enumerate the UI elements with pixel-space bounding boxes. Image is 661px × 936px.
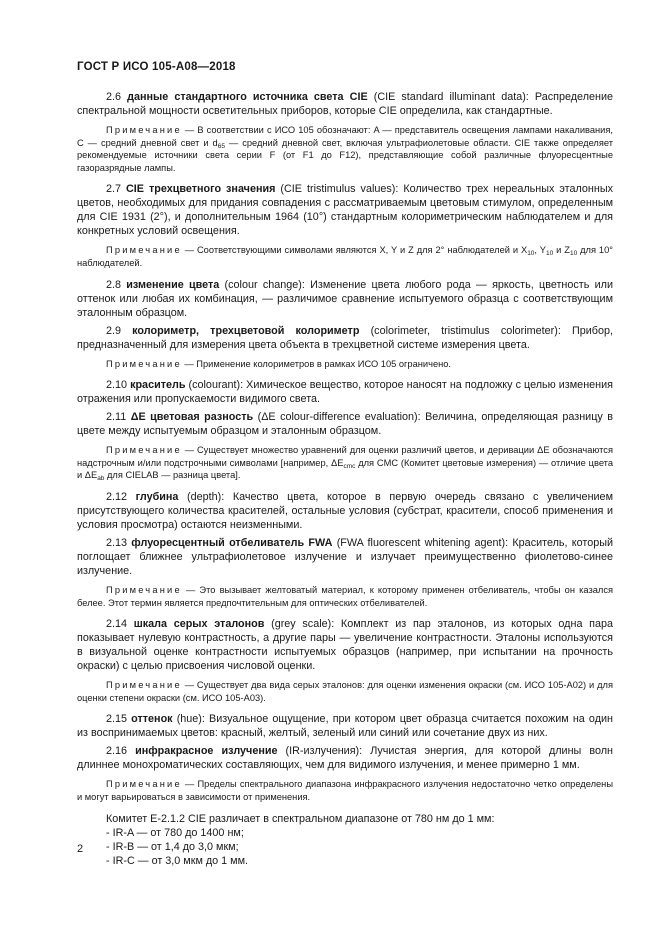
note-text: — Существует два вида серых эталонов: для оценки изменения окраски (см. ИСО 105-А02) и для оценки степени окраски (см. ИСО 105-А03). (77, 680, 613, 703)
definition-2-12 (77, 490, 613, 532)
note-text: — Существует множество уравнений для оценки различий цветов, и деривации ΔE обозначаются надстрочным и/или подстрочными символами [например, ΔE (77, 445, 613, 468)
ir-range-item: - IR-C — от 3,0 мкм до 1 мм. (106, 854, 249, 867)
clause-number: 2.9 (106, 324, 122, 337)
definition-2-6 (77, 90, 613, 118)
definition-2-7 (77, 182, 613, 238)
note-2-13 (77, 584, 613, 609)
subscript: 10 (569, 250, 578, 258)
note-text: — Пределы спектрального диапазона инфракрасного излучения недостаточно четко определены и могут варьироваться в зависимости от применения. (77, 779, 613, 802)
note-2-9 (77, 358, 613, 371)
clause-number: 2.8 (106, 278, 122, 291)
definition-2-10 (77, 378, 613, 406)
subscript: ab (97, 475, 105, 483)
note-text: — средний дневной свет, включая ультрафиолетовые области. CIE также определяет рекомендуемые источники света серии F (от F1 до F12), представляющие собой различные флуоресцентные газоразрядные лампы. (77, 137, 614, 173)
term: ΔE цветовая разность (130, 411, 254, 424)
note-text: — Это вызывает желтоватый материал, к которому применен отбеливатель, чтобы он казался белее. Этот термин является предпочтительным для оптических отбеливателей. (77, 584, 613, 608)
note-label: Примечание (106, 245, 182, 256)
page-number: 2 (77, 843, 84, 855)
definition-text: (colour change): Изменение цвета любого рода — яркость, цветность или оттенок или любая их комбинация, — различимое сравнение испытуемого образца с соответствующим эталонным образцом. (77, 278, 613, 319)
clause-number: 2.16 (106, 745, 128, 758)
note-2-7 (77, 244, 613, 269)
definition-text: (grey scale): Комплект из пар эталонов, из которых одна пара показывает нулевую контрастность, а другие пары — увеличение контрастности. Эталоны используются в визуальной оценке контрастности испытуемых образцов (например, при испытании на прочность окраски) с целью присвоения числовой оценки. (77, 618, 614, 673)
definition-2-15 (77, 712, 613, 740)
definition-text: (IR-излучения): Лучистая энергия, для которой длины волн длиннее монохроматических составляющих, чем для видимого излучения, и менее примерно 1 мм. (77, 745, 614, 772)
definition-2-8 (77, 278, 613, 320)
definition-text: (hue): Визуальное ощущение, при котором цвет образца считается похожим на один из воспринимаемых цветов: красный, желтый, зеленый или синий или сочетание двух из них. (77, 713, 613, 740)
subscript: cmc (343, 462, 356, 470)
clause-number: 2.12 (106, 490, 128, 503)
definition-2-14 (77, 617, 613, 673)
term: краситель (130, 379, 186, 392)
term: глубина (135, 490, 179, 503)
clause-number: 2.6 (106, 91, 122, 103)
ir-range-item: - IR-A — от 780 до 1400 нм; (106, 826, 244, 839)
clause-number: 2.14 (106, 618, 128, 631)
clause-number: 2.15 (106, 713, 128, 726)
definition-text: (FWA fluorescent whitening agent): Краситель, который поглощает ближнее ультрафиолетовое излучение и излучает преимущественно фиолетово-синее излучение. (77, 536, 614, 577)
subscript: 10 (527, 250, 535, 258)
definition-2-13 (77, 536, 613, 578)
note-label: Примечание (106, 358, 182, 369)
definition-text: (depth): Качество цвета, которое в первую очередь связано с увеличением присутствующего количества красителей, остальные условия (субстрат, красители, способ применения и условия просмотра) остаются неизменными. (77, 490, 613, 531)
ir-intro: Комитет Е-2.1.2 CIE различает в спектральном диапазоне от 780 нм до 1 мм: (106, 812, 495, 825)
note-text: и Z (553, 245, 570, 256)
note-label: Примечание (106, 680, 182, 691)
note-text: — Соответствующими символами являются X, Y и Z для 2° наблюдателей и X (181, 245, 528, 256)
note-text: для CIELAB — разница цвета]. (104, 470, 241, 481)
term: шкала серых эталонов (133, 618, 265, 631)
ir-ranges (77, 812, 613, 868)
ir-range-item: - IR-B — от 1,4 до 3,0 мкм; (106, 840, 239, 853)
definition-text: (colourant): Химическое вещество, которое наносят на подложку с целью изменения отражения или пропускаемости видимого света. (77, 379, 613, 406)
term: данные стандартного источника света CIE (127, 91, 368, 103)
term: оттенок (131, 713, 173, 726)
term: изменение цвета (126, 278, 220, 291)
note-text: для 10° наблюдателей. (77, 245, 613, 268)
note-text: , Y (534, 245, 546, 256)
definition-text: (colorimeter, tristimulus colorimeter): Прибор, предназначенный для измерения цвета объекта в трехцветной системе измерения цвета. (77, 324, 613, 351)
note-label: Примечание (106, 779, 182, 790)
note-text: для CMC (Комитет цветовые измерения) — отличие цвета и ΔE (77, 457, 614, 481)
clause-number: 2.13 (106, 536, 128, 549)
subscript: 65 (217, 142, 225, 150)
definition-2-16 (77, 744, 613, 772)
definition-text: (CIE standard illuminant data): Распределение спектральной мощности осветительных приборов, которые CIE определила, как стандартные. (77, 91, 614, 117)
note-label: Примечание (106, 445, 182, 456)
clause-number: 2.10 (106, 379, 128, 392)
note-label: Примечание (106, 125, 182, 135)
note-label: Примечание (106, 584, 182, 595)
term: колориметр, трехцветовой колориметр (132, 324, 360, 337)
subscript: 10 (545, 250, 554, 258)
document-body (77, 90, 613, 868)
note-2-14 (77, 679, 613, 704)
definition-2-11 (77, 410, 613, 438)
clause-number: 2.11 (106, 411, 127, 424)
note-2-16 (77, 778, 613, 803)
note-text: — Применение колориметров в рамках ИСО 105 ограничено. (181, 358, 452, 369)
term: CIE трехцветного значения (126, 183, 276, 196)
document-header: ГОСТ Р ИСО 105-А08—2018 (77, 61, 236, 73)
term: инфракрасное излучение (135, 745, 278, 758)
definition-text: (CIE tristimulus values): Количество трех нереальных эталонных цветов, необходимых для придания совпадения с рассматриваемым цветовым стимулом, определенным для CIE 1931 (2°), и дополнительным 1964 (10°) стандартным колориметрическим наблюдателем и для конкретных условий освещения. (77, 183, 614, 238)
note-2-6 (77, 124, 613, 174)
note-2-11 (77, 444, 613, 482)
clause-number: 2.7 (106, 183, 122, 196)
definition-2-9 (77, 324, 613, 352)
definition-text: (ΔE colour-difference evaluation): Величина, определяющая разницу в цвете между испытуемым образцом и эталонным образцом. (77, 411, 614, 438)
term: флуоресцентный отбеливатель FWA (131, 536, 333, 549)
note-text: — В соответствии с ИСО 105 обозначают: A — представитель освещения лампами накаливания, C — средний дневной свет и d (77, 125, 613, 148)
